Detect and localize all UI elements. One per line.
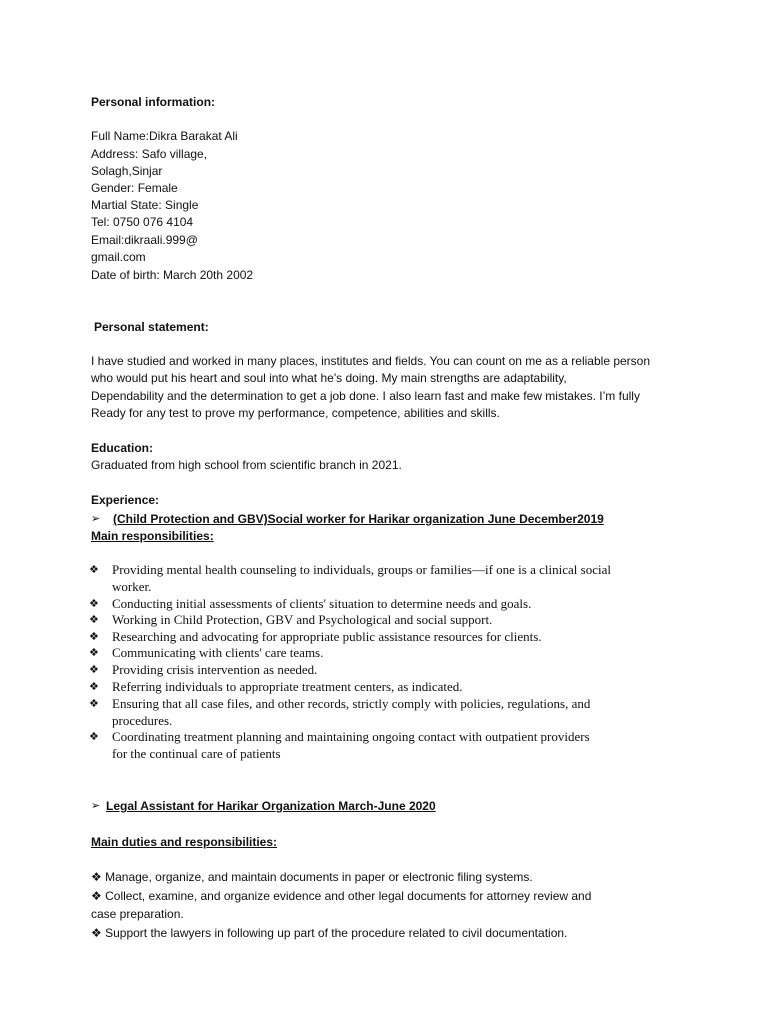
list-item: ❖ Collect, examine, and organize evidence and other legal documents for attorney review and	[91, 889, 592, 903]
list-item: for the continual care of patients	[112, 746, 281, 761]
arrow-icon: ➢	[91, 800, 101, 812]
job2-title: Legal Assistant for Harikar Organization March-June 2020	[106, 799, 436, 813]
list-item: Providing crisis intervention as needed.	[112, 662, 318, 677]
bullet-icon: ❖	[89, 681, 99, 693]
marital-state: Martial State: Single	[91, 198, 199, 212]
list-item: ❖ Manage, organize, and maintain documents in paper or electronic filing systems.	[91, 870, 533, 884]
experience-heading: Experience:	[91, 493, 160, 507]
bullet-icon: ❖	[91, 889, 102, 903]
date-of-birth: Date of birth: March 20th 2002	[91, 268, 254, 282]
education-heading: Education:	[91, 441, 153, 455]
address-line-1: Address: Safo village,	[91, 147, 208, 161]
bullet-icon: ❖	[89, 631, 99, 643]
address-line-2: Solagh,Sinjar	[91, 164, 163, 178]
list-item: Working in Child Protection, GBV and Psychological and social support.	[112, 612, 493, 627]
personal-info-heading: Personal information:	[91, 95, 216, 109]
list-item: case preparation.	[91, 907, 184, 921]
job1-title: (Child Protection and GBV)Social worker for Harikar organization June December2019	[113, 512, 604, 526]
statement-line: Dependability and the determination to get a job done. I also learn fast and make few mistakes. I’m fully	[91, 389, 640, 403]
full-name: Full Name:Dikra Barakat Ali	[91, 129, 238, 143]
list-item: ❖ Support the lawyers in following up part of the procedure related to civil documentation.	[91, 926, 568, 940]
statement-heading: Personal statement:	[94, 320, 209, 334]
gender: Gender: Female	[91, 181, 178, 195]
telephone: Tel: 0750 076 4104	[91, 215, 194, 229]
statement-line: Ready for any test to prove my performance, competence, abilities and skills.	[91, 406, 500, 420]
email-line-2: gmail.com	[91, 250, 146, 264]
statement-line: I have studied and worked in many places, institutes and fields. You can count on me as a reliable person	[91, 354, 651, 368]
bullet-icon: ❖	[91, 870, 102, 884]
list-item: Communicating with clients' care teams.	[112, 645, 324, 660]
education-text: Graduated from high school from scientific branch in 2021.	[91, 458, 402, 472]
bullet-icon: ❖	[89, 698, 99, 710]
email-line-1: Email:dikraali.999@	[91, 233, 198, 247]
bullet-icon: ❖	[91, 926, 102, 940]
list-item: Researching and advocating for appropriate public assistance resources for clients.	[112, 629, 542, 644]
bullet-icon: ❖	[89, 731, 99, 743]
bullet-icon: ❖	[89, 647, 99, 659]
arrow-icon: ➢	[91, 513, 101, 525]
bullet-icon: ❖	[89, 598, 99, 610]
list-item: Ensuring that all case files, and other records, strictly comply with policies, regulations, and	[112, 696, 591, 711]
statement-line: who would put his heart and soul into what he's doing. My main strengths are adaptability,	[91, 371, 567, 385]
list-item: Providing mental health counseling to individuals, groups or families—if one is a clinical social	[112, 562, 611, 577]
list-item: Referring individuals to appropriate treatment centers, as indicated.	[112, 679, 463, 694]
bullet-icon: ❖	[89, 664, 99, 676]
list-item: Conducting initial assessments of clients' situation to determine needs and goals.	[112, 596, 532, 611]
list-item: Coordinating treatment planning and maintaining ongoing contact with outpatient providers	[112, 729, 590, 744]
list-item: worker.	[112, 579, 152, 594]
bullet-icon: ❖	[89, 614, 99, 626]
bullet-icon: ❖	[89, 564, 99, 576]
job2-subheading: Main duties and responsibilities:	[91, 835, 278, 849]
list-item: procedures.	[112, 713, 173, 728]
job1-subheading: Main responsibilities:	[91, 529, 214, 543]
